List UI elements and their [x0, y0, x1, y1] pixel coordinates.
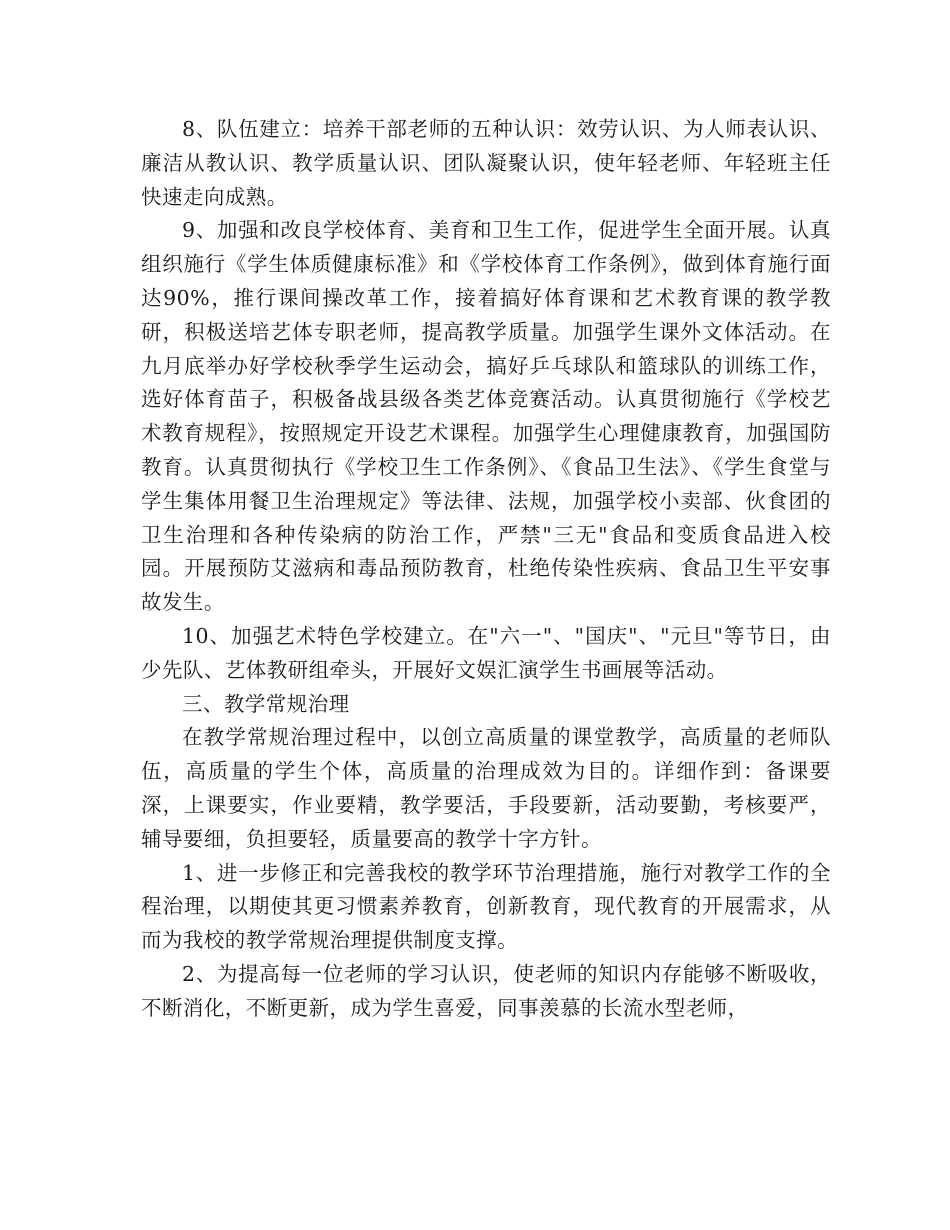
section-heading-teaching-routine: 三、教学常规治理 — [182, 691, 350, 716]
paragraph-routine-intro: 在教学常规治理过程中，以创立高质量的课堂教学，高质量的老师队伍，高质量的学生个体，高质量的治理成效为目的。详细作到：备课要深，上课要实，作业要精，教学要活，手段要新，活动要勤，考核要严，辅导要细，负担要轻，质量要高的教学十字方针。 — [141, 725, 831, 851]
paragraph-team-building: 8、队伍建立：培养干部老师的五种认识：效劳认识、为人师表认识、廉洁从教认识、教学质量认识、团队凝聚认识，使年轻老师、年轻班主任快速走向成熟。 — [141, 117, 831, 209]
paragraph-item-1: 1、进一步修正和完善我校的教学环节治理措施，施行对教学工作的全程治理，以期使其更习惯素养教育，创新教育，现代教育的开展需求，从而为我校的教学常规治理提供制度支撑。 — [141, 860, 831, 953]
paragraph-art-school: 10、加强艺术特色学校建立。在"六一"、"国庆"、"元旦"等节日，由少先队、艺体教研组牵头，开展好文娱汇演学生书画展等活动。 — [141, 623, 831, 682]
paragraph-item-2: 2、为提高每一位老师的学习认识，使老师的知识内存能够不断吸收，不断消化，不断更新，成为学生喜爱，同事羡慕的长流水型老师， — [141, 961, 831, 1020]
paragraph-sports-health: 9、加强和改良学校体育、美育和卫生工作，促进学生全面开展。认真组织施行《学生体质健康标准》和《学校体育工作条例》，做到体育施行面达90%，推行课间操改革工作，接着搞好体育课和艺术教育课的教学教研，积极送培艺体专职老师，提高教学质量。加强学生课外文体活动。在九月底举办好学校秋季学生运动会，搞好乒乓球队和篮球队的训练工作，选好体育苗子，积极备战县级各类艺体竞赛活动。认真贯彻施行《学校艺术教育规程》，按照规定开设艺术课程。加强学生心理健康教育，加强国防教育。认真贯彻执行《学校卫生工作条例》、《食品卫生法》、《学生食堂与学生集体用餐卫生治理规定》等法律、法规，加强学校小卖部、伙食团的卫生治理和各种传染病的防治工作，严禁"三无"食品和变质食品进入校园。开展预防艾滋病和毒品预防教育，杜绝传染性疾病、食品卫生平安事故发生。 — [141, 218, 831, 615]
document-body — [141, 113, 831, 1026]
